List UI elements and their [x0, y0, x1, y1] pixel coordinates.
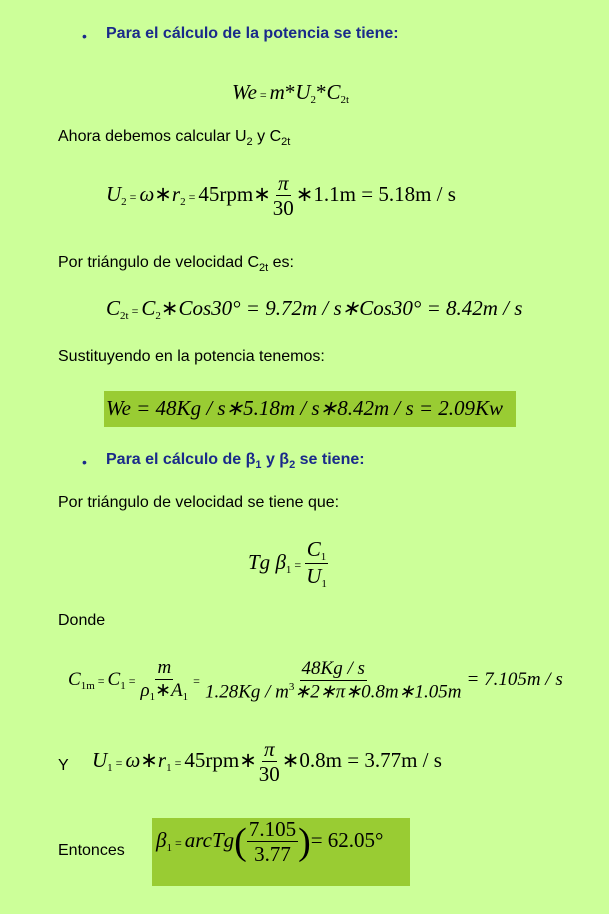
eq2-r-sub: 2 — [180, 195, 186, 208]
eq5-den-sub: 1 — [321, 578, 327, 591]
eq6-f2-num: 48Kg / s — [301, 657, 365, 679]
equation-power-result — [106, 396, 503, 421]
eq2-lhs: U — [106, 181, 122, 206]
equation-c2t: $C_{2t}$ = $C_2∗Cos30^\circ = 9.72m$ / s∗Cos30° = 8.42m / s — [106, 296, 523, 322]
eq5-beta-sub: 1 — [285, 564, 292, 577]
eq8-result: = 62.05° — [310, 827, 384, 852]
eq3-c2t: C — [106, 296, 121, 320]
eq6-c1-sub: 1 — [120, 680, 126, 693]
eq7-value: 45rpm — [184, 747, 240, 772]
text2-sub: 2t — [259, 262, 269, 274]
text-velocity-triangle: Por triángulo de velocidad se tiene que: — [58, 494, 340, 511]
eq5-den: U — [306, 564, 322, 589]
eq6-f1-num: m — [157, 657, 172, 678]
equation-beta1: $\beta_1$ = arcTg( $\frac{7.105}{3.77}$ )= 62.05° — [156, 817, 384, 867]
eq7-lhs-sub: 1 — [107, 761, 113, 774]
eq6-c1: C — [107, 669, 121, 691]
eq1-m: m — [269, 80, 285, 104]
eq4-expr: = 48Kg / s∗5.18m / s∗8.42m / s = 2.09Kw — [136, 396, 504, 420]
eq8-num: 7.105 — [248, 817, 297, 841]
eq6-rho-sub: 1 — [149, 690, 156, 703]
eq8-beta: β — [156, 827, 167, 852]
eq5-num: C — [306, 537, 321, 561]
text-substituting: Sustituyendo en la potencia tenemos: — [58, 348, 325, 365]
bullet-1: • — [82, 28, 87, 44]
eq5-fraction — [304, 538, 329, 591]
text2-prefix: Por triángulo de velocidad C — [58, 254, 260, 271]
eq7-thirty: 30 — [258, 762, 280, 787]
eq5-num-sub: 1 — [320, 551, 327, 563]
eq3-expr: Cos30° = 9.72m / s∗Cos30° = 8.42m / s — [178, 296, 523, 320]
eq7-omega: ω — [125, 747, 141, 772]
eq2-fraction — [271, 172, 296, 220]
eq8-func: arcTg — [184, 827, 235, 852]
eq2-omega: ω — [139, 181, 155, 206]
text1-sub-c: 2t — [281, 136, 291, 148]
heading-beta-a: Para el cálculo de β — [106, 451, 256, 468]
eq1-lhs: We — [232, 80, 257, 104]
text-y: Y — [58, 757, 69, 774]
eq6-rho: ρ — [140, 679, 150, 701]
eq3-c2t-sub: 2t — [120, 310, 129, 322]
eq6-a-sub: 1 — [182, 690, 189, 703]
eq7-r: r — [157, 747, 167, 772]
equation-tg-beta1: Tg $\beta_1$ = $\frac{C_1}{U_1}$ — [248, 537, 327, 591]
equation-u1: $U_1$ = $\omega∗r_1$ = 45rpm∗ $\frac{\pi}{30}$ ∗0.8m = 3.77m / s — [92, 737, 442, 787]
eq6-c1m-sub: 1m — [80, 680, 95, 693]
eq2-lhs-sub: 2 — [121, 195, 127, 208]
eq6-c1m: C — [68, 669, 81, 691]
equation-u2: $U_2$ = $\omega∗r_2$ = 45rpm∗ $\frac{\pi}{30}$ ∗1.1m = 5.18m / s — [106, 171, 456, 221]
bullet-2: • — [82, 454, 87, 470]
eq6-result: = 7.105m / s — [466, 669, 563, 691]
text1-prefix: Ahora debemos calcular U — [58, 128, 247, 145]
text-entonces: Entonces — [58, 842, 125, 859]
eq4-lhs: We — [106, 396, 131, 420]
heading-beta-c: se tiene: — [295, 451, 365, 468]
eq6-f2-den-a: 1.28Kg / m — [204, 680, 289, 702]
eq6-f2-den-b: ∗2∗π∗0.8m∗1.05m — [294, 680, 462, 702]
text2-suffix: es: — [268, 254, 294, 271]
equation-c1m: $C_{1m} = C_1$ = $\frac{m}{\rho_1∗A_1}$ = $\frac{48Kg / s}{1.28Kg / m^3∗2∗\pi∗0.8m∗1.05m}$ = 7.105m / s — [68, 657, 563, 703]
heading-beta-b: y β — [261, 451, 290, 468]
heading-beta-sub1: 1 — [255, 459, 262, 471]
eq7-lhs: U — [92, 747, 108, 772]
eq7-r-sub: 1 — [166, 761, 172, 774]
text1-mid: y C — [252, 128, 282, 145]
text-donde: Donde — [58, 612, 106, 629]
eq8-beta-sub: 1 — [166, 841, 172, 854]
eq7-pi: π — [264, 737, 275, 761]
eq6-a: A — [171, 679, 183, 701]
eq5-beta: β — [275, 550, 286, 575]
eq7-fraction — [257, 738, 282, 786]
eq2-r: r — [171, 181, 181, 206]
text-calc-u2-c2t — [58, 128, 290, 148]
eq1-u-sub: 2 — [310, 94, 317, 106]
eq6-fraction-1: $\frac{m}{\rho_1∗A_1}$ — [140, 657, 189, 703]
eq1-u: U — [295, 80, 311, 104]
text-velocity-c2t — [58, 254, 294, 274]
eq8-den: 3.77 — [254, 842, 291, 867]
eq7-tail: 0.8m = 3.77m / s — [299, 747, 442, 772]
eq1-c: C — [326, 80, 341, 104]
eq8-fraction — [247, 818, 298, 866]
eq6-f2-den-sup: 3 — [288, 680, 295, 693]
heading-beta — [106, 451, 365, 471]
eq5-tg: Tg — [248, 550, 271, 575]
equation-power: $We = m*U_2*C_{2t}$ — [232, 80, 350, 106]
eq1-c-sub: 2t — [340, 94, 350, 106]
eq3-c2-sub: 2 — [155, 310, 161, 322]
eq2-thirty: 30 — [272, 196, 294, 221]
eq2-tail: 1.1m = 5.18m / s — [313, 181, 456, 206]
eq2-pi: π — [278, 171, 289, 195]
text1-sub-u: 2 — [246, 136, 253, 148]
heading-beta-sub2: 2 — [289, 459, 296, 471]
eq3-c2: C — [141, 296, 156, 320]
eq6-fraction-2 — [203, 659, 464, 703]
eq2-value: 45rpm — [198, 181, 254, 206]
heading-power: Para el cálculo de la potencia se tiene: — [106, 25, 399, 42]
